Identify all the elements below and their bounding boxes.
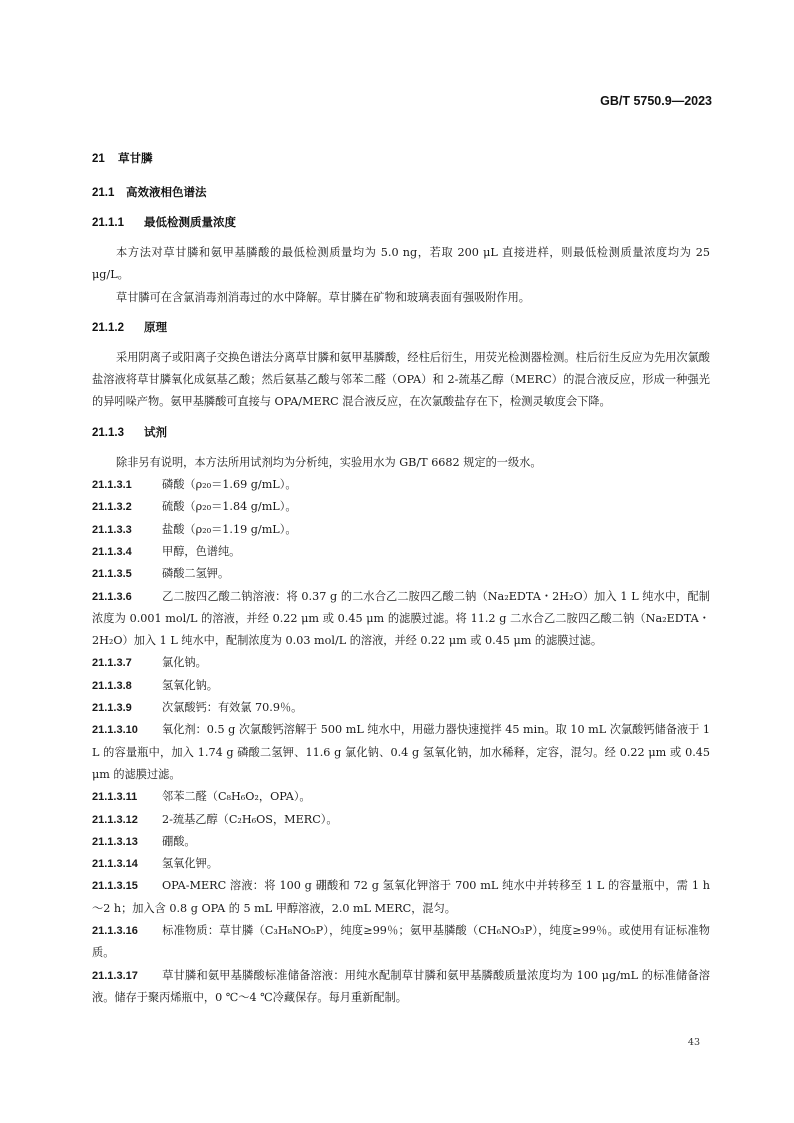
list-item: [92, 875, 710, 920]
item-number: 21.1.3.12: [92, 813, 138, 826]
item-text: 甲醇，色谱纯。: [162, 544, 241, 558]
item-number: 21.1.3.8: [92, 679, 132, 692]
item-text: 盐酸（ρ₂₀＝1.19 g/mL）。: [162, 522, 297, 536]
section-heading-21-1: [92, 182, 710, 204]
section-title: 草甘膦: [118, 153, 153, 165]
document-body: [92, 148, 710, 1009]
item-number: 21.1.3.9: [92, 702, 132, 715]
item-text: OPA-MERC 溶液：将 100 g 硼酸和 72 g 氢氧化钾溶于 700 mL 纯水中并转移至 1 L 的容量瓶中，需 1 h～2 h；加入含 0.8 g OPA 的 5 mL 甲醇溶液，2.0 mL MERC，混匀。: [92, 879, 710, 915]
list-item: [92, 563, 710, 585]
list-item: [92, 853, 710, 875]
list-item: [92, 809, 710, 831]
item-number: 21.1.3.3: [92, 523, 132, 536]
list-item: [92, 474, 710, 496]
paragraph: 除非另有说明，本方法所用试剂均为分析纯，实验用水为 GB/T 6682 规定的一级水。: [116, 455, 542, 469]
item-text: 氢氧化钠。: [162, 678, 218, 692]
item-number: 21.1.3.1: [92, 479, 132, 492]
list-item: [92, 586, 710, 653]
section-title: 试剂: [144, 426, 167, 439]
section-number: 21.1.3: [92, 426, 124, 439]
list-item: [92, 719, 710, 786]
paragraph: 草甘膦可在含氯消毒剂消毒过的水中降解。草甘膦在矿物和玻璃表面有强吸附作用。: [116, 290, 530, 304]
list-item: [92, 920, 710, 965]
section-title: 最低检测质量浓度: [144, 217, 236, 229]
item-text: 次氯酸钙：有效氯 70.9％。: [162, 701, 303, 715]
section-number: 21: [92, 153, 105, 165]
list-item: [92, 541, 710, 563]
item-number: 21.1.3.4: [92, 545, 132, 558]
item-number: 21.1.3.5: [92, 568, 132, 581]
item-text: 氢氧化钾。: [162, 857, 218, 871]
list-item: [92, 519, 710, 541]
section-title: 原理: [144, 321, 167, 334]
item-text: 草甘膦和氨甲基膦酸标准储备溶液：用纯水配制草甘膦和氨甲基膦酸质量浓度均为 100 μg/mL 的标准储备溶液。储存于聚丙烯瓶中，0 ℃～4 ℃冷藏保存。每月重新配制。: [92, 968, 710, 1004]
item-number: 21.1.3.13: [92, 835, 138, 848]
list-item: [92, 965, 710, 1010]
paragraph: 本方法对草甘膦和氨甲基膦酸的最低检测质量均为 5.0 ng，若取 200 μL 直接进样，则最低检测质量浓度均为 25 μg/L。: [92, 246, 710, 282]
list-item: [92, 697, 710, 719]
section-number: 21.1.1: [92, 217, 124, 229]
item-number: 21.1.3.11: [92, 791, 138, 804]
item-text: 邻苯二醛（C₈H₆O₂，OPA）。: [162, 790, 311, 804]
item-text: 2-巯基乙醇（C₂H₆OS，MERC）。: [162, 812, 338, 826]
item-text: 磷酸（ρ₂₀＝1.69 g/mL）。: [162, 478, 297, 492]
list-item: [92, 786, 710, 808]
item-number: 21.1.3.17: [92, 969, 138, 982]
reagent-list: [92, 474, 710, 1009]
section-number: 21.1.2: [92, 321, 124, 334]
list-item: [92, 496, 710, 518]
list-item: [92, 675, 710, 697]
paragraph: 采用阴离子或阳离子交换色谱法分离草甘膦和氨甲基膦酸，经柱后衍生，用荧光检测器检测。柱后衍生反应为先用次氯酸盐溶液将草甘膦氧化成氨基乙酸；然后氨基乙酸与邻苯二醛（OPA）和 2-巯基乙醇（MERC）的混合液反应，形成一种强光的异吲哚产物。氨甲基膦酸可直接与 OPA/MERC 混合液反应，在次氯酸盐存在下，检测灵敏度会下降。: [92, 350, 710, 409]
page-number: 43: [687, 1037, 700, 1048]
section-title: 高效液相色谱法: [126, 187, 207, 199]
section-heading-21-1-1: [92, 212, 710, 234]
item-number: 21.1.3.2: [92, 501, 132, 514]
item-number: 21.1.3.16: [92, 925, 138, 938]
item-text: 磷酸二氢钾。: [162, 567, 230, 581]
item-number: 21.1.3.6: [92, 590, 132, 603]
item-number: 21.1.3.7: [92, 657, 132, 670]
item-text: 硼酸。: [162, 834, 196, 848]
item-text: 硫酸（ρ₂₀＝1.84 g/mL）。: [162, 500, 297, 514]
list-item: [92, 652, 710, 674]
standard-code: GB/T 5750.9—2023: [600, 94, 712, 108]
item-number: 21.1.3.15: [92, 880, 138, 893]
section-heading-21: [92, 148, 710, 170]
section-heading-21-1-2: [92, 317, 710, 339]
section-number: 21.1: [92, 187, 115, 199]
item-text: 氧化剂：0.5 g 次氯酸钙溶解于 500 mL 纯水中，用磁力器快速搅拌 45 min。取 10 mL 次氯酸钙储备液于 1 L 的容量瓶中，加入 1.74 g 磷酸二氢钾、11.6 g 氯化钠、0.4 g 氢氧化钠，加水稀释，定容，混匀。经 0.22 μm 或 0.45 μm 的滤膜过滤。: [92, 723, 710, 781]
item-number: 21.1.3.10: [92, 724, 138, 737]
item-number: 21.1.3.14: [92, 858, 138, 871]
list-item: [92, 831, 710, 853]
item-text: 氯化钠。: [162, 656, 207, 670]
section-heading-21-1-3: [92, 422, 710, 444]
item-text: 乙二胺四乙酸二钠溶液：将 0.37 g 的二水合乙二胺四乙酸二钠（Na₂EDTA・2H₂O）加入 1 L 纯水中，配制浓度为 0.001 mol/L 的溶液，并经 0.22 μm 或 0.45 μm 的滤膜过滤。将 11.2 g 二水合乙二胺四乙酸二钠（Na₂EDTA・2H₂O）加入 1 L 纯水中，配制浓度为 0.03 mol/L 的溶液，并经 0.22 μm 或 0.45 μm 的滤膜过滤。: [92, 589, 710, 648]
item-text: 标准物质：草甘膦（C₃H₈NO₅P），纯度≥99％；氨甲基膦酸（CH₆NO₃P），纯度≥99％。或使用有证标准物质。: [92, 924, 710, 960]
